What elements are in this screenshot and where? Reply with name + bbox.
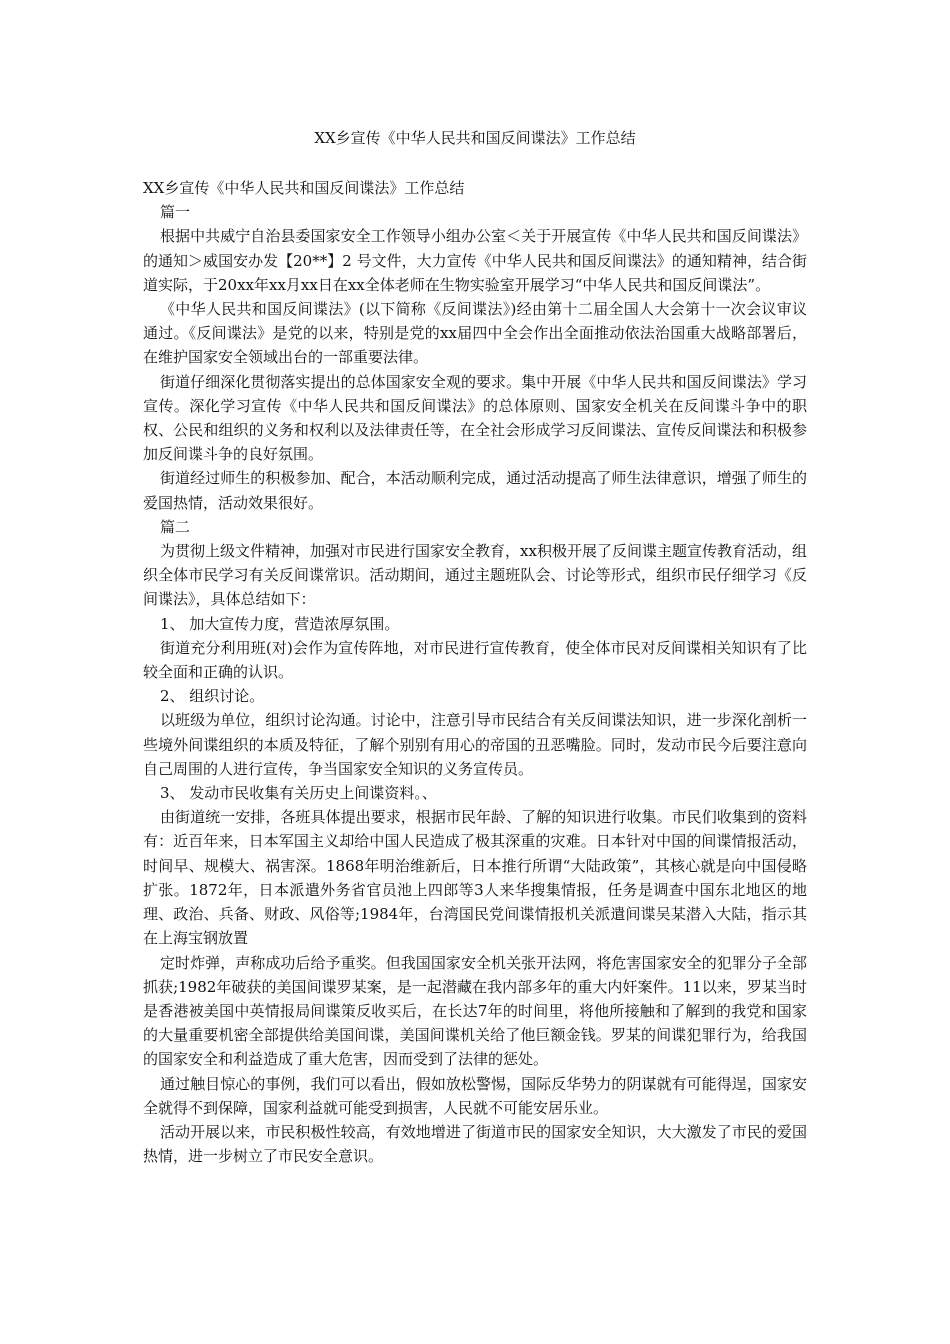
section-heading-2: 篇二 xyxy=(160,517,191,536)
list-heading-2: 2、 组织讨论。 xyxy=(160,687,265,706)
paragraph: 通过触目惊心的事例，我们可以看出，假如放松警惕，国际反华势力的阴谋就有可能得逞，国家安全就得不到保障，国家利益就可能受到损害，人民就不可能安居乐业。 xyxy=(143,1074,807,1117)
document-title: XX乡宣传《中华人民共和国反间谍法》工作总结 xyxy=(314,129,636,147)
paragraph: 街道充分利用班(对)会作为宣传阵地，对市民进行宣传教育，使全体市民对反间谍相关知识有了比较全面和正确的认识。 xyxy=(143,638,807,682)
list-heading-3: 3、 发动市民收集有关历史上间谍资料。、 xyxy=(160,784,437,803)
paragraph: 以班级为单位，组织讨论沟通。讨论中，注意引导市民结合有关反间谍法知识，进一步深化剖析一些境外间谍组织的本质及特征，了解个别别有用心的帝国的丑恶嘴脸。同时，发动市民今后要注意向自己周围的人进行宣传，争当国家安全知识的义务宣传员。 xyxy=(143,711,807,778)
paragraph: 根据中共威宁自治县委国家安全工作领导小组办公室＜关于开展宣传《中华人民共和国反间谍法》的通知＞威国安办发【20**】2 号文件，大力宣传《中华人民共和国反间谍法》的通知精神，结合街道实际，于20xx年xx月xx日在xx全体老师在生物实验室开展学习“中华人民共和国反间谍法”。 xyxy=(143,227,807,294)
subtitle-paragraph: XX乡宣传《中华人民共和国反间谍法》工作总结 xyxy=(143,179,465,197)
section-heading-1: 篇一 xyxy=(160,203,191,222)
list-heading-1: 1、 加大宣传力度，营造浓厚氛围。 xyxy=(160,614,400,633)
paragraph: 活动开展以来，市民积极性较高，有效地增进了街道市民的国家安全知识，大大激发了市民的爱国热情，进一步树立了市民安全意识。 xyxy=(143,1122,807,1166)
paragraph: 为贯彻上级文件精神，加强对市民进行国家安全教育，xx积极开展了反间谍主题宣传教育活动，组织全体市民学习有关反间谍常识。活动期间，通过主题班队会、讨论等形式，组织市民仔细学习《反间谍法》，具体总结如下： xyxy=(143,542,807,609)
paragraph: 街道经过师生的积极参加、配合，本活动顺利完成，通过活动提高了师生法律意识，增强了师生的爱国热情，活动效果很好。 xyxy=(143,469,807,512)
document-body xyxy=(143,176,807,1168)
paragraph: 由街道统一安排，各班具体提出要求，根据市民年龄、了解的知识进行收集。市民们收集到的资料有：近百年来，日本军国主义却给中国人民造成了极其深重的灾难。日本针对中国的间谍情报活动，时间早、规模大、祸害深。1868年明治维新后，日本推行所谓“大陆政策”，其核心就是向中国侵略扩张。1872年，日本派遣外务省官员池上四郎等3人来华搜集情报，任务是调查中国东北地区的地理、政治、兵备、财政、风俗等;1984年，台湾国民党间谍情报机关派遣间谍吴某潜入大陆，指示其在上海宝钢放置 xyxy=(143,808,807,948)
paragraph: 街道仔细深化贯彻落实提出的总体国家安全观的要求。集中开展《中华人民共和国反间谍法》学习宣传。深化学习宣传《中华人民共和国反间谍法》的总体原则、国家安全机关在反间谍斗争中的职权、公民和组织的义务和权利以及法律责任等，在全社会形成学习反间谍法、宣传反间谍法和积极参加反间谍斗争的良好氛围。 xyxy=(143,372,807,464)
paragraph: 定时炸弹，声称成功后给予重奖。但我国国家安全机关张开法网，将危害国家安全的犯罪分子全部抓获;1982年破获的美国间谍罗某案，是一起潜藏在我内部多年的重大内奸案件。11以来，罗某当时是香港被美国中英情报局间谍策反收买后，在长达7年的时间里，将他所接触和了解到的我党和国家的大量重要机密全部提供给美国间谍，美国间谍机关给了他巨额金钱。罗某的间谍犯罪行为，给我国的国家安全和利益造成了重大危害，因而受到了法律的惩处。 xyxy=(143,953,807,1069)
paragraph: 《中华人民共和国反间谍法》(以下简称《反间谍法》)经由第十二届全国人大会第十一次会议审议通过。《反间谍法》是党的以来，特别是党的xx届四中全会作出全面推动依法治国重大战略部署后，在维护国家安全领域出台的一部重要法律。 xyxy=(143,300,807,367)
